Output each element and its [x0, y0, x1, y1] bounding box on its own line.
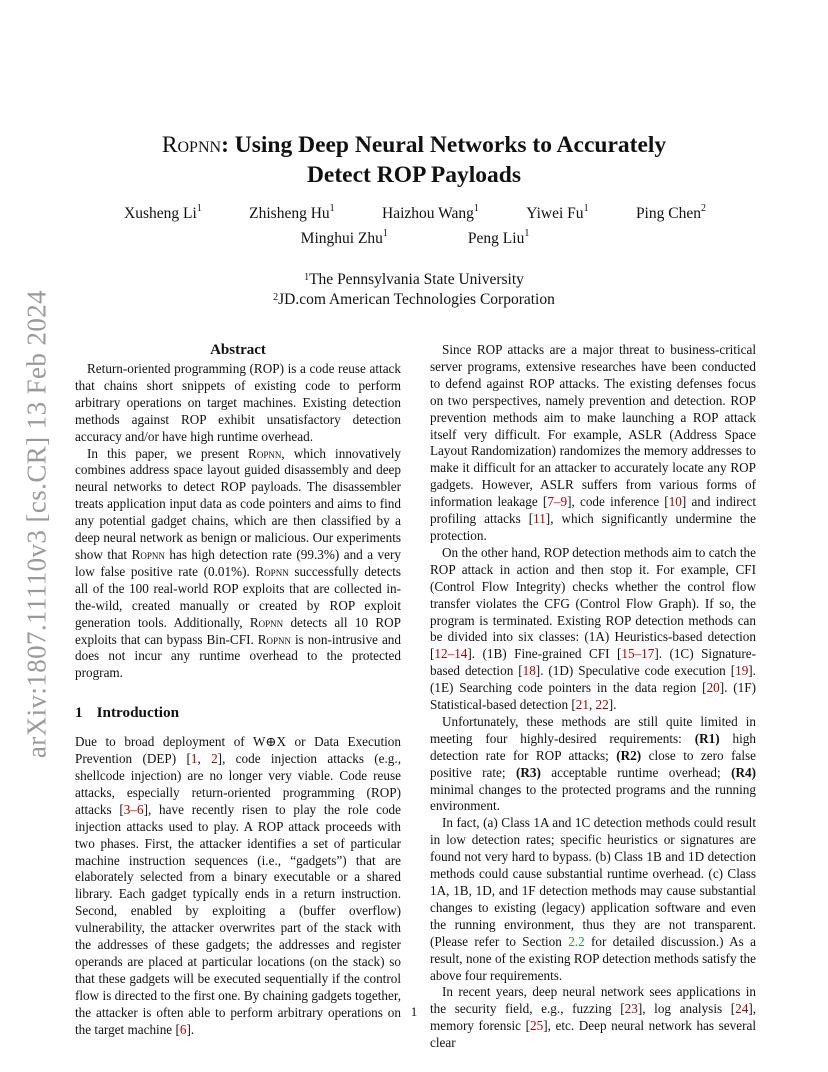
citation-link[interactable]: 22: [595, 697, 609, 713]
intro-paragraph: Due to broad deployment of W⊕X or Data Execution Prevention (DEP) [1, 2], code injection attacks (e.g., shellcode injection) are no longer very viable. Code reuse attacks, especially return-oriented programming (ROP) attacks [3–6], have recently risen to play the role code injection attacks used to play. A ROP attack proceeds with two phases. First, the attacker identifies a set of particular machine instruction sequences (i.e., “gadgets”) that are elaborately selected from a binary executable or a shared library. Each gadget typically ends in a return instruction. Second, enabled by exploiting a (buffer overflow) vulnerability, the attacker overwrites part of the stack with the addresses of these gadgets; the addresses and register operands are placed at particular locations (on the stack) so that these gadgets will be executed sequentially if the control flow is directed to the first one. By chaining gadgets together, the attacker is often able to perform arbitrary operations on the target machine [6].: [75, 734, 401, 1037]
citation-link[interactable]: 12–14: [434, 646, 468, 662]
citation-link[interactable]: 21: [575, 697, 589, 713]
abstract-paragraph: Return-oriented programming (ROP) is a code reuse attack that chains short snippets of existing code to perform arbitrary operations on target machines. Existing detection methods against ROP exhibit unsatisfactory detection accuracy and/or have high runtime overhead.: [75, 361, 401, 444]
author: Xusheng Li$^1$: [124, 203, 202, 222]
author: Minghui Zhu$^1$: [300, 228, 388, 247]
body-paragraph: Since ROP attacks are a major threat to business-critical server programs, extensive researches have been conducted to defend against ROP attacks. The existing defenses focus on two perspectives, namely prevention and detection. ROP prevention methods aim to make launching a ROP attack itself very difficult. For example, ASLR (Address Space Layout Randomization) randomizes the memory addresses to make it difficult for an attacker to accurately locate any ROP gadgets. However, ASLR suffers from various forms of information leakage [7–9], code inference [10] and indirect profiling attacks [11], which significantly undermine the protection.: [430, 342, 756, 543]
title-line1: : Using Deep Neural Networks to Accurately: [221, 132, 667, 158]
citation-link[interactable]: 11: [533, 511, 546, 527]
citation-link[interactable]: 19: [735, 663, 749, 679]
author: Peng Liu$^1$: [467, 228, 530, 247]
abstract-paragraph: In this paper, we present Ropnn, which innovatively combines address space layout guided disassembly and deep neural networks to detect ROP payloads. The disassembler treats application input data as code pointers and aims to find any potential gadget chains, which are then classified by a deep neural network as benign or malicious. Our experiments show that Ropnn has high detection rate (99.3%) and a very low false positive rate (0.01%). Ropnn successfully detects all of the 100 real-world ROP exploits that are collected in-the-wild, created manually or created by ROP exploit generation tools. Additionally, Ropnn detects all 10 ROP exploits that can bypass Bin-CFI. Ropnn is non-intrusive and does not incur any runtime overhead to the protected program.: [75, 445, 401, 681]
author: Haizhou Wang$^1$: [382, 203, 479, 222]
section-heading-introduction: 1 Introduction: [75, 704, 180, 722]
citation-link[interactable]: 3–6: [123, 801, 144, 817]
arxiv-stamp: [22, 286, 52, 762]
citation-link[interactable]: 2: [211, 751, 218, 767]
author-list: [90, 205, 740, 255]
affiliations: [110, 270, 718, 310]
citation-link[interactable]: 24: [735, 1001, 749, 1017]
title-line2: Detect ROP Payloads: [306, 162, 522, 188]
affiliation: $^1$The Pennsylvania State University: [304, 271, 524, 288]
author: Yiwei Fu$^1$: [526, 203, 589, 222]
body-paragraph: On the other hand, ROP detection methods aim to catch the ROP attack in action and then stop it. For example, CFI (Control Flow Integrity) checks whether the control flow transfer violates the CFG (Control Flow Graph). If so, the program is terminated. Existing ROP detection methods can be divided into six classes: (1A) Heuristics-based detection [12–14]. (1B) Fine-grained CFI [15–17]. (1C) Signature-based detection [18]. (1D) Speculative code execution [19]. (1E) Searching code pointers in the data region [20]. (1F) Statistical-based detection [21, 22].: [430, 544, 757, 713]
citation-link[interactable]: 25: [530, 1018, 544, 1034]
citation-link[interactable]: 20: [706, 680, 720, 696]
citation-link[interactable]: 1: [190, 751, 198, 767]
section-link[interactable]: 2.2: [568, 933, 585, 949]
citation-link[interactable]: 10: [668, 494, 682, 510]
citation-link[interactable]: 15–17: [621, 646, 655, 662]
author: Zhisheng Hu$^1$: [249, 203, 335, 222]
abstract-heading: Abstract: [210, 342, 266, 358]
right-column: [430, 342, 756, 1052]
left-column: [75, 341, 401, 1039]
citation-link[interactable]: 23: [624, 1001, 638, 1017]
body-paragraph: In recent years, deep neural network sees applications in the security field, e.g., fuzzing [23], log analysis [24], memory forensic [25], etc. Deep neural network has several clear: [430, 984, 757, 1051]
arxiv-stamp-text: arXiv:1807.11110v3 [cs.CR] 13 Feb 2024: [21, 289, 52, 759]
citation-link[interactable]: 18: [522, 663, 536, 679]
affiliation: $^2$JD.com American Technologies Corporation: [273, 291, 555, 308]
title-system-name: Ropnn: [161, 132, 222, 158]
body-paragraph: In fact, (a) Class 1A and 1C detection methods could result in low detection rates; specific heuristics or signatures are found not very hard to bypass. (b) Class 1B and 1D detection methods could cause substantial runtime overhead. (c) Class 1A, 1B, 1D, and 1F detection methods may cause substantial changes to existing (legacy) application software and even the running environment, thus they are not transparent. (Please refer to Section 2.2 for detailed discussion.) As a result, none of the existing ROP detection methods satisfy the above four requirements.: [430, 815, 756, 983]
citation-link[interactable]: 6: [179, 1021, 187, 1037]
paper-title: [110, 130, 718, 190]
citation-link[interactable]: 7–9: [547, 494, 568, 510]
page-number: 1: [410, 1004, 418, 1019]
author: Ping Chen$^2$: [635, 203, 706, 222]
body-paragraph: Unfortunately, these methods are still quite limited in meeting four highly-desired requirements: (R1) high detection rate for ROP attacks; (R2) close to zero false positive rate; (R3) acceptable runtime overhead; (R4) minimal changes to the protected programs and the running environment.: [430, 713, 756, 814]
